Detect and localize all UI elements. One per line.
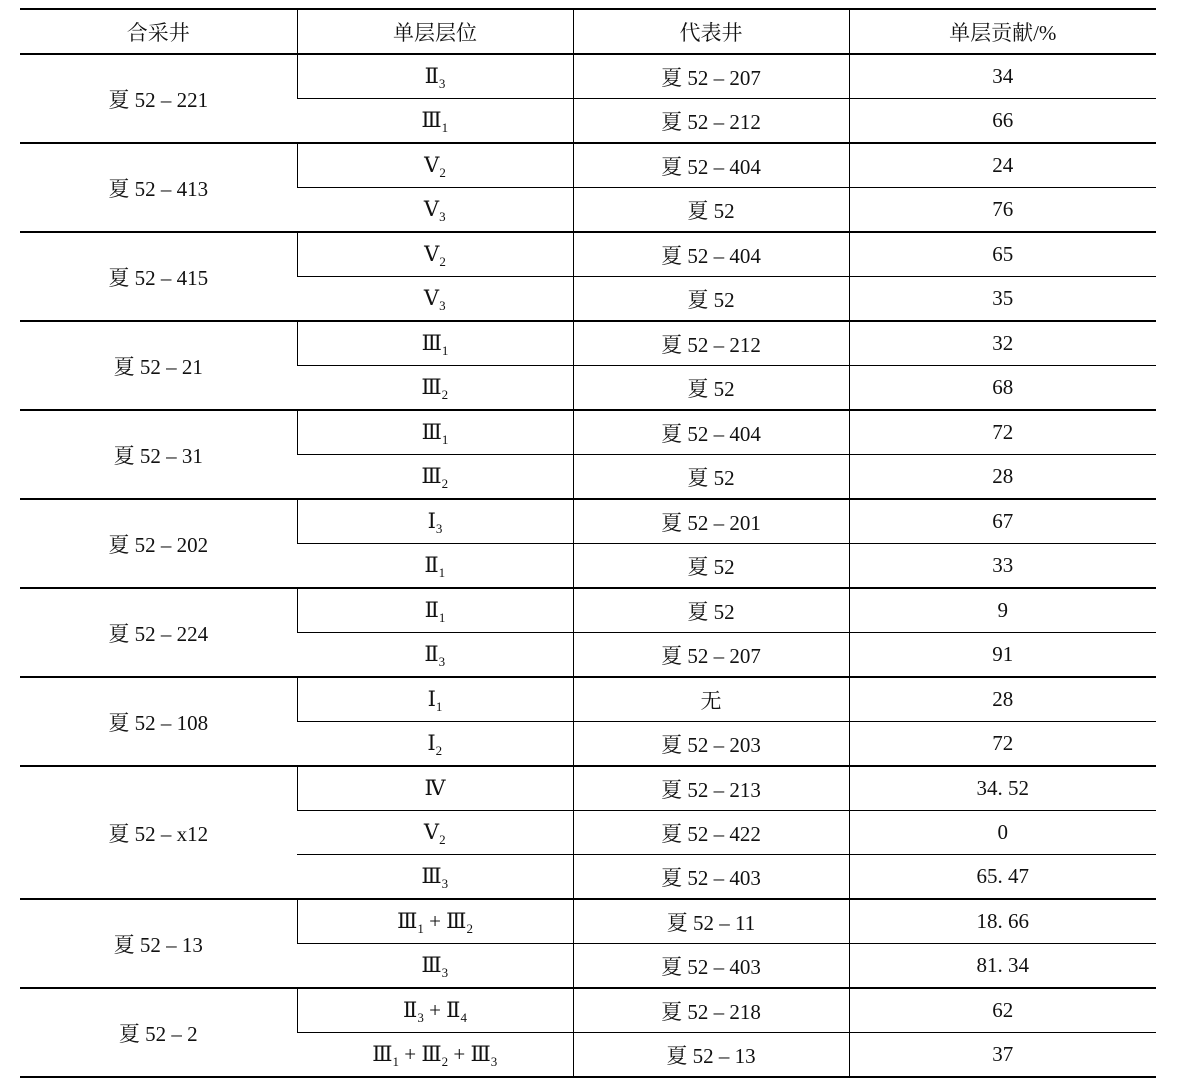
layer-subscript: 3: [441, 876, 449, 891]
layer-numeral: Ⅰ: [427, 687, 436, 711]
representative-well-cell: 夏 52 – 201: [573, 499, 849, 544]
header-representative-well: 代表井: [573, 9, 849, 54]
contribution-cell: 68: [849, 366, 1156, 411]
contribution-cell: 28: [849, 455, 1156, 500]
table-row: [20, 899, 1156, 944]
layer-cell: [297, 499, 573, 544]
table-header: [20, 9, 1156, 54]
layer-label: [428, 509, 443, 534]
contribution-cell: 32: [849, 321, 1156, 366]
layer-subscript: 1: [417, 921, 424, 936]
layer-label: [421, 108, 448, 133]
contribution-cell: 72: [849, 410, 1156, 455]
contribution-cell: 65. 47: [849, 855, 1156, 900]
layer-label: [425, 776, 446, 801]
contribution-cell: 67: [849, 499, 1156, 544]
layer-numeral: Ⅲ: [446, 909, 467, 933]
layer-numeral: Ⅴ: [423, 820, 440, 844]
layer-cell: [297, 633, 573, 678]
layer-cell: [297, 944, 573, 989]
representative-well-cell: 夏 52 – 207: [573, 633, 849, 678]
contribution-cell: 91: [849, 633, 1156, 678]
layer-numeral: Ⅱ: [424, 64, 439, 88]
contribution-cell: 34: [849, 54, 1156, 99]
representative-well-cell: 夏 52 – 11: [573, 899, 849, 944]
layer-cell: [297, 410, 573, 455]
layer-subscript: 2: [441, 476, 449, 491]
layer-cell: [297, 366, 573, 411]
table-row: [20, 143, 1156, 188]
layer-numeral: Ⅲ: [421, 420, 442, 444]
table-row: [20, 321, 1156, 366]
layer-cell: [297, 321, 573, 366]
contribution-cell: 62: [849, 988, 1156, 1033]
combined-well-cell: 夏 52 – 13: [20, 899, 297, 988]
representative-well-cell: 无: [573, 677, 849, 722]
layer-label: [425, 64, 446, 89]
layer-subscript: 2: [466, 921, 473, 936]
contribution-cell: 76: [849, 188, 1156, 233]
layer-label: [428, 687, 443, 712]
representative-well-cell: 夏 52 – 404: [573, 410, 849, 455]
table-container: [20, 8, 1156, 1078]
layer-cell: [297, 188, 573, 233]
layer-label: [372, 1042, 497, 1067]
table-row: [20, 988, 1156, 1033]
contribution-cell: 28: [849, 677, 1156, 722]
layer-cell: [297, 811, 573, 855]
representative-well-cell: 夏 52: [573, 366, 849, 411]
representative-well-cell: 夏 52 – 404: [573, 232, 849, 277]
layer-numeral: Ⅱ: [424, 598, 439, 622]
contribution-cell: 72: [849, 722, 1156, 767]
layer-numeral: Ⅲ: [421, 464, 442, 488]
representative-well-cell: 夏 52 – 212: [573, 321, 849, 366]
representative-well-cell: 夏 52 – 404: [573, 143, 849, 188]
representative-well-cell: 夏 52 – 422: [573, 811, 849, 855]
layer-label: [424, 286, 446, 311]
layer-label: [422, 420, 449, 445]
layer-subscript: 2: [441, 1054, 449, 1069]
layer-subscript: 3: [490, 1054, 498, 1069]
layer-numeral: Ⅲ: [421, 953, 442, 977]
layer-cell: [297, 277, 573, 322]
layer-label: [427, 731, 442, 756]
layer-subscript: 1: [441, 343, 449, 358]
combined-well-cell: 夏 52 – 202: [20, 499, 297, 588]
layer-subscript: 1: [441, 432, 449, 447]
layer-subscript: 3: [435, 521, 443, 536]
layer-numeral: Ⅲ: [421, 864, 442, 888]
layer-cell: [297, 766, 573, 811]
representative-well-cell: 夏 52 – 403: [573, 855, 849, 900]
table-row: [20, 766, 1156, 811]
layer-label: [422, 331, 449, 356]
table-row: [20, 54, 1156, 99]
layer-subscript: 1: [441, 120, 449, 135]
layer-numeral: Ⅲ: [421, 1042, 442, 1066]
contribution-cell: 24: [849, 143, 1156, 188]
layer-numeral: Ⅴ: [424, 242, 440, 266]
layer-label: [403, 998, 467, 1023]
layer-label: [425, 598, 446, 623]
layer-numeral: Ⅱ: [403, 998, 418, 1022]
layer-cell: [297, 544, 573, 589]
layer-numeral: Ⅴ: [423, 286, 440, 310]
layer-numeral: Ⅰ: [427, 509, 436, 533]
table-row: [20, 499, 1156, 544]
layer-subscript: 1: [438, 610, 446, 625]
layer-subscript: 2: [439, 832, 446, 847]
layer-numeral: Ⅲ: [470, 1042, 491, 1066]
layer-cell: [297, 855, 573, 900]
header-single-layer: 单层层位: [297, 9, 573, 54]
contribution-cell: 34. 52: [849, 766, 1156, 811]
combined-well-cell: 夏 52 – 21: [20, 321, 297, 410]
layer-cell: [297, 588, 573, 633]
layer-numeral: +: [399, 1042, 422, 1066]
table-row: [20, 410, 1156, 455]
layer-cell: [297, 455, 573, 500]
layer-cell: [297, 722, 573, 767]
layer-label: [421, 864, 448, 889]
representative-well-cell: 夏 52 – 212: [573, 99, 849, 144]
layer-subscript: 1: [438, 565, 446, 580]
layer-label: [421, 953, 448, 978]
combined-well-cell: 夏 52 – x12: [20, 766, 297, 899]
table-row: [20, 677, 1156, 722]
layer-numeral: Ⅱ: [446, 998, 461, 1022]
layer-label: [397, 909, 473, 934]
layer-numeral: Ⅲ: [421, 331, 442, 355]
contribution-cell: 35: [849, 277, 1156, 322]
layer-subscript: 3: [417, 1010, 424, 1025]
layer-label: [421, 464, 448, 489]
layer-label: [424, 820, 446, 845]
representative-well-cell: 夏 52 – 213: [573, 766, 849, 811]
layer-numeral: Ⅰ: [427, 731, 436, 755]
layer-cell: [297, 54, 573, 99]
contribution-cell: 65: [849, 232, 1156, 277]
contribution-cell: 33: [849, 544, 1156, 589]
representative-well-cell: 夏 52 – 13: [573, 1033, 849, 1078]
contribution-cell: 37: [849, 1033, 1156, 1078]
layer-cell: [297, 232, 573, 277]
contribution-cell: 18. 66: [849, 899, 1156, 944]
contribution-cell: 9: [849, 588, 1156, 633]
combined-well-cell: 夏 52 – 2: [20, 988, 297, 1077]
layer-subscript: 3: [439, 298, 446, 313]
representative-well-cell: 夏 52 – 218: [573, 988, 849, 1033]
layer-cell: [297, 143, 573, 188]
contribution-cell: 66: [849, 99, 1156, 144]
layer-numeral: Ⅱ: [424, 642, 439, 666]
layer-numeral: +: [423, 998, 447, 1022]
layer-label: [424, 197, 446, 222]
layer-subscript: 2: [441, 387, 449, 402]
layer-numeral: Ⅲ: [372, 1042, 393, 1066]
layer-label: [421, 375, 448, 400]
representative-well-cell: 夏 52: [573, 544, 849, 589]
layer-numeral: Ⅱ: [424, 553, 439, 577]
header-combined-well: 合采井: [20, 9, 297, 54]
layer-subscript: 2: [439, 254, 446, 269]
combined-well-cell: 夏 52 – 413: [20, 143, 297, 232]
layer-subscript: 3: [438, 654, 446, 669]
layer-numeral: Ⅳ: [424, 776, 446, 800]
representative-well-cell: 夏 52: [573, 588, 849, 633]
contribution-cell: 81. 34: [849, 944, 1156, 989]
combined-well-cell: 夏 52 – 224: [20, 588, 297, 677]
layer-subscript: 1: [392, 1054, 400, 1069]
combined-well-cell: 夏 52 – 415: [20, 232, 297, 321]
layer-subscript: 3: [439, 209, 446, 224]
layer-subscript: 4: [460, 1010, 467, 1025]
representative-well-cell: 夏 52: [573, 455, 849, 500]
layer-numeral: +: [448, 1042, 471, 1066]
layer-numeral: +: [423, 909, 447, 933]
combined-well-cell: 夏 52 – 31: [20, 410, 297, 499]
layer-cell: [297, 1033, 573, 1078]
layer-subscript: 1: [435, 699, 443, 714]
representative-well-cell: 夏 52: [573, 188, 849, 233]
layer-cell: [297, 899, 573, 944]
header-row: [20, 9, 1156, 54]
combined-well-cell: 夏 52 – 221: [20, 54, 297, 143]
layer-label: [424, 642, 445, 667]
layer-numeral: Ⅴ: [423, 197, 440, 221]
layer-label: [424, 242, 446, 267]
combined-well-cell: 夏 52 – 108: [20, 677, 297, 766]
contribution-cell: 0: [849, 811, 1156, 855]
layer-numeral: Ⅲ: [421, 375, 442, 399]
layer-subscript: 3: [441, 965, 449, 980]
layer-cell: [297, 99, 573, 144]
layer-label: [424, 153, 446, 178]
representative-well-cell: 夏 52 – 203: [573, 722, 849, 767]
table-row: [20, 232, 1156, 277]
representative-well-cell: 夏 52: [573, 277, 849, 322]
layer-numeral: Ⅲ: [397, 909, 418, 933]
layer-contribution-table: [20, 8, 1156, 1078]
representative-well-cell: 夏 52 – 207: [573, 54, 849, 99]
table-body: [20, 54, 1156, 1077]
layer-subscript: 2: [439, 165, 446, 180]
layer-numeral: Ⅲ: [421, 108, 442, 132]
layer-numeral: Ⅴ: [424, 153, 440, 177]
table-row: [20, 588, 1156, 633]
representative-well-cell: 夏 52 – 403: [573, 944, 849, 989]
layer-cell: [297, 988, 573, 1033]
layer-label: [424, 553, 445, 578]
layer-subscript: 2: [435, 743, 443, 758]
layer-cell: [297, 677, 573, 722]
layer-subscript: 3: [438, 76, 446, 91]
header-contribution-percent: 单层贡献/%: [849, 9, 1156, 54]
